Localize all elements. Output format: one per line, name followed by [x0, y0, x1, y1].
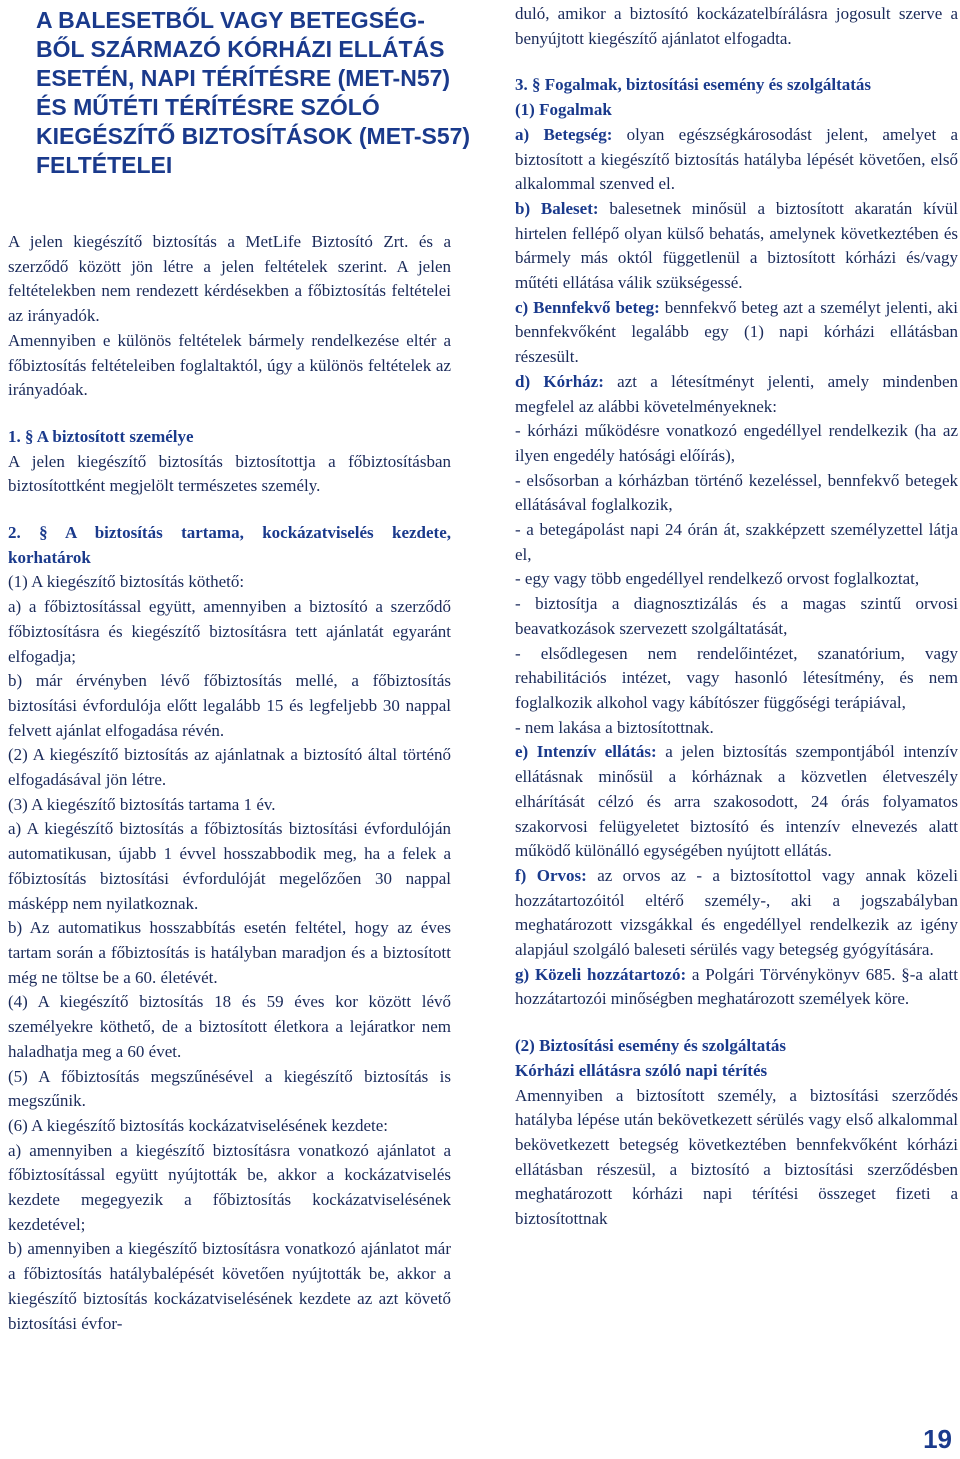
section-2-paragraph: a) A kiegészítő biztosítás a főbiztosítás biztosítási évfordulóján automatikusan, újabb 1 évvel hosszabbodik meg, ha a felek a főbiztosítás biztosítási évfordulóját megelőzően 30 nappal másképp nem nyilatkoznak.	[8, 819, 451, 913]
requirement-item: - biztosítja a diagnosztizálás és a magas szintű orvosi beavatkozások szervezett szolgáltatását,	[515, 594, 958, 638]
definition-item	[515, 370, 958, 419]
definition-label: g) Közeli hozzátartozó:	[515, 964, 687, 984]
section-2-paragraph: (2) A kiegészítő biztosítás az ajánlatnak a biztosító által történő elfogadásával jön létre.	[8, 745, 451, 790]
section-2-paragraph: a) a főbiztosítással együtt, amennyiben a biztosító a szerződő főbiztosításra és kiegészítő biztosításra tett ajánlatát egyaránt elfogadja;	[8, 597, 451, 666]
section-2-paragraph: b) Az automatikus hosszabbítás esetén feltétel, hogy az éves tartam során a főbiztosítás is hatályban maradjon és a biztosított még ne töltse be a 60. életévét.	[8, 918, 451, 987]
definition-text: a jelen biztosítás szempontjából intenzív ellátásnak minősül a kórháznak a közvetlen életveszély elhárítását célzó és arra szakosodott, 24 órás folyamatos szakorvosi felügyeletet biztosító és intenzív elnevezés alatt működő különálló egységében nyújtott ellátás.	[515, 742, 959, 861]
title-line: ESETÉN, NAPI TÉRÍTÉSRE (MET-N57)	[36, 65, 451, 91]
definition-label: d) Kórház:	[515, 371, 604, 391]
section-2-heading: 2. § A biztosítás tartama, kockázatviselés kezdete, korhatárok	[8, 523, 451, 567]
requirement-item: - nem lakása a biztosítottnak.	[515, 717, 714, 737]
section-2-paragraph: (3) A kiegészítő biztosítás tartama 1 év.	[8, 794, 276, 814]
section-1-heading: 1. § A biztosított személye	[8, 426, 194, 446]
definition-item	[515, 123, 958, 197]
section-1-text: A jelen kiegészítő biztosítás biztosítottja a főbiztosításban biztosítottként megjelölt természetes személy.	[8, 451, 451, 496]
title-line: KIEGÉSZÍTŐ BIZTOSÍTÁSOK (MET-S57)	[36, 123, 471, 149]
section-2-paragraph: (4) A kiegészítő biztosítás 18 és 59 éves kor között lévő személyekre köthető, de a biztosított életkora a lejáratkor nem haladhatja meg a 60 évet.	[8, 992, 451, 1061]
definition-label: c) Bennfekvő beteg:	[515, 297, 660, 317]
continuation-paragraph: duló, amikor a biztosító kockázatelbírálásra jogosult szerve a benyújtott kiegészítő ajánlatot elfogadta.	[515, 4, 958, 48]
definition-item	[515, 963, 958, 1012]
section-2-paragraph: (5) A főbiztosítás megszűnésével a kiegészítő biztosítás is megszűnik.	[8, 1066, 451, 1111]
definition-item	[515, 296, 958, 370]
definition-item	[515, 197, 958, 296]
definition-label: f) Orvos:	[515, 865, 587, 885]
definition-item	[515, 864, 958, 963]
requirement-item: - elsődlegesen nem rendelőintézet, szanatórium, vagy rehabilitációs intézet, vagy hasonló létesítmény, és nem foglalkozik alkohol vagy kábítószer függőségi terápiával,	[515, 643, 958, 712]
definition-text: az orvos az - a biztosítottol vagy annak közeli hozzátartozóitól eltérő személy-, aki a jogszabályban meghatározott vizsgákkal és engedéllyel rendelkezik az igény alapjául szolgáló baleseti sérülés vagy betegség gyógyítására.	[515, 865, 958, 960]
requirement-item: - elsősorban a kórházban történő kezeléssel, bennfekvő betegek ellátásával foglalkozik,	[515, 470, 958, 515]
left-column	[8, 0, 471, 1336]
definition-text: a Polgári Törvénykönyv 685. §-a alatt hozzátartozói minőségben meghatározott személyek köre.	[515, 964, 959, 1009]
document-title	[36, 6, 471, 180]
definition-text: balesetnek minősül a biztosított akaratán kívül hirtelen fellépő olyan külső behatás, amelynek következtében és bármely más októl függetlenül a biztosított kórházi és/vagy műtéti ellátása válik szükségessé.	[515, 198, 958, 293]
intro-paragraph: A jelen kiegészítő biztosítás a MetLife Biztosító Zrt. és a szerződő között jön létre a jelen feltételek szerint. A jelen feltételekben nem rendezett kérdésekben a főbiztosítás feltételei az irányadók.	[8, 232, 451, 326]
section-3-heading: 3. § Fogalmak, biztosítási esemény és szolgáltatás	[515, 75, 872, 95]
title-line: FELTÉTELEI	[36, 152, 173, 178]
definition-label: a) Betegség:	[515, 124, 613, 144]
subsection-2-text: Amennyiben a biztosított személy, a biztosítási szerződés hatályba lépése után bekövetkezett sérülés vagy első alkalommal bekövetkezett betegség következtében bennfekvőként kórházi ellátásban részesül, a biztosító a biztosítási szerződésben meghatározott kórházi napi térítési összeget fizeti a biztosítottnak	[515, 1085, 958, 1229]
section-2-paragraph: a) amennyiben a kiegészítő biztosításra vonatkozó ajánlatot a főbiztosítással együtt nyújtották be, akkor a kockázatviselés kezdete megegyezik a főbiztosítás kockázatviselésének kezdetével;	[8, 1140, 451, 1234]
intro-paragraph: Amennyiben e különös feltételek bármely rendelkezése eltér a főbiztosítás feltételeiben foglaltaktól, úgy a különös feltételek az irányadóak.	[8, 330, 451, 400]
definition-text: olyan egészségkárosodást jelent, amelyet a biztosított a kiegészítő biztosítás hatályba lépését követően, első alkalommal szenved el.	[515, 124, 959, 194]
subsection-2-subheading: Kórházi ellátásra szóló napi térítés	[515, 1060, 768, 1080]
title-line: BŐL SZÁRMAZÓ KÓRHÁZI ELLÁTÁS	[36, 36, 445, 62]
title-line: ÉS MŰTÉTI TÉRÍTÉSRE SZÓLÓ	[36, 94, 380, 120]
subsection-2-heading: (2) Biztosítási esemény és szolgáltatás	[515, 1036, 787, 1056]
definition-label: b) Baleset:	[515, 198, 599, 218]
page-number: 19	[923, 1424, 952, 1454]
requirement-item: - kórházi működésre vonatkozó engedéllyel rendelkezik (ha az ilyen engedély hatósági előírás),	[515, 421, 958, 465]
requirement-item: - egy vagy több engedéllyel rendelkező orvost foglalkoztat,	[515, 569, 920, 589]
section-3-subheading: (1) Fogalmak	[515, 100, 612, 120]
right-column	[515, 0, 958, 1232]
section-2-paragraph: (1) A kiegészítő biztosítás köthető:	[8, 572, 245, 592]
requirement-item: - a betegápolást napi 24 órán át, szakképzett személyzettel látja el,	[515, 520, 958, 564]
definition-item	[515, 740, 958, 864]
definition-label: e) Intenzív ellátás:	[515, 742, 657, 762]
section-2-paragraph: b) már érvényben lévő főbiztosítás mellé, a főbiztosítás biztosítási évfordulója előtt legalább 15 és legfeljebb 30 nappal felvett ajánlat elfogadása révén.	[8, 671, 451, 740]
title-line: A BALESETBŐL VAGY BETEGSÉG-	[36, 7, 425, 33]
section-2-paragraph: b) amennyiben a kiegészítő biztosításra vonatkozó ajánlatot már a főbiztosítás hatálybalépését követően nyújtották be, akkor a kiegészítő biztosítás kockázatviselésének kezdete az azt követő biztosítási évfor-	[8, 1239, 451, 1333]
definition-text: azt a létesítményt jelenti, amely mindenben megfelel az alábbi követelményeknek:	[515, 371, 958, 416]
section-2-paragraph: (6) A kiegészítő biztosítás kockázatviselésének kezdete:	[8, 1115, 389, 1135]
definition-text: bennfekvő beteg azt a személyt jelenti, aki bennfekvőként legalább egy (1) napi kórházi ellátásban részesült.	[515, 297, 958, 367]
